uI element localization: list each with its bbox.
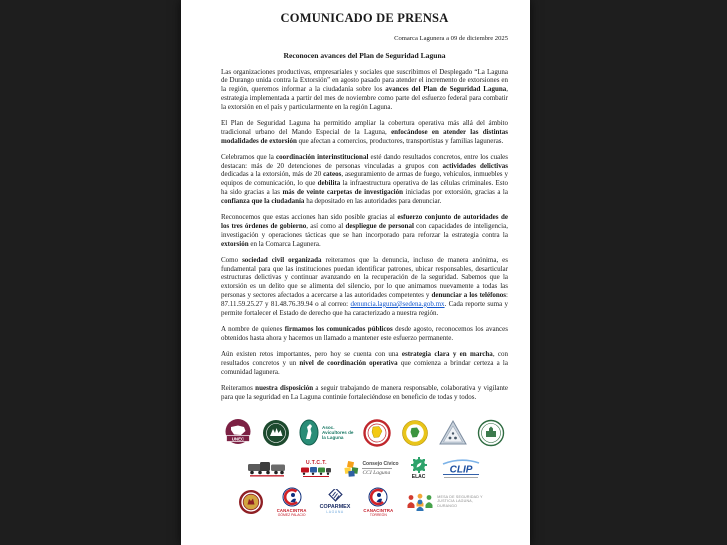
clip-tagline-bar — [444, 477, 478, 478]
logo-asoc-avicultores — [299, 419, 354, 446]
paragraph — [221, 119, 508, 145]
paragraph — [221, 350, 508, 376]
logo-canacintra-gp-city: GÓMEZ PALACIO — [277, 512, 306, 517]
bold-text: coordinación interinstitucional — [276, 152, 369, 161]
logo-camara-sello — [238, 489, 264, 515]
bold-text: sociedad civil organizada — [242, 255, 322, 264]
mountains-seal-icon — [261, 418, 291, 448]
body-text: . Cada reporte suma y permite fortalecer el Estado de derecho que ha caracterizado a nuestra región. — [221, 299, 508, 317]
bold-text: debilita — [317, 179, 341, 188]
body-text: iniciadas por extorsión, gracias a la — [403, 188, 508, 197]
body-text: , aseguramiento de armas de fuego, vehículos, inmuebles y equipos de comunicación, lo que — [221, 170, 508, 188]
logo-coparmex — [320, 489, 351, 514]
dateline: Comarca Lagunera a 09 de diciembre 2025 — [394, 35, 508, 42]
yellow-ring-map-icon — [400, 418, 430, 448]
red-gold-seal-icon — [238, 489, 264, 515]
bold-text: confianza que la ciudadanía — [221, 196, 305, 205]
body-text: A nombre de quienes — [221, 324, 285, 333]
logo-asociacion-triangulo — [438, 419, 468, 447]
bold-text: más de veinte carpetas de investigación — [282, 188, 404, 197]
cube-icon — [344, 461, 359, 477]
body-text: ha depositado en las autoridades para denunciar. — [304, 196, 442, 205]
unec-seal-icon — [223, 418, 253, 448]
email-link[interactable]: denuncia.laguna@sedena.gob.mx — [350, 299, 445, 308]
logo-canacintra-tor-label: CANACINTRA — [363, 507, 394, 513]
logo-avicultores-label: Asoc. Avicultores de la Laguna — [322, 424, 354, 441]
paragraph — [221, 256, 508, 318]
bold-text: estrategia clara y en marcha — [401, 350, 493, 359]
logo-utct — [300, 460, 332, 478]
logo-mesa-label: MESA DE SEGURIDAD Y JUSTICIA LAGUNA, DURANGO — [437, 494, 483, 508]
logo-canacintra-torreon — [363, 487, 393, 517]
bold-text: cateos — [323, 170, 342, 179]
bold-text: enfocándose en atender las distintas modalidades de extorsión — [221, 127, 508, 145]
clip-wordmark-icon — [439, 459, 483, 476]
people-group-icon — [406, 493, 434, 511]
body-text: dedicadas a la extorsión, más de 20 — [221, 170, 324, 179]
utct-trucks-icon — [300, 466, 332, 476]
logo-row-2 — [221, 455, 508, 483]
logo-consejo-civico — [344, 461, 398, 477]
logo-elac-label: ELAC — [411, 474, 426, 480]
bold-text: avances del Plan de Seguridad Laguna — [385, 85, 507, 94]
logo-unec-label: UNEC — [231, 435, 245, 441]
triangle-cattle-icon — [438, 419, 468, 447]
paragraph — [221, 213, 508, 248]
body-text: que afectan a comercios, productores, transportistas y familias laguneras. — [296, 136, 504, 145]
signatory-logos — [221, 414, 508, 518]
body-text: a seguir trabajando de manera responsable, colaborativa y vigilante para que la seguridad en La Laguna continúe fortaleciéndose en beneficio de todas y todos. — [221, 383, 509, 401]
body-text: , así como al — [306, 221, 346, 230]
body-paragraphs — [221, 68, 508, 402]
body-text: que comienza a brindar certeza a la comunidad lagunera. — [221, 358, 508, 376]
logo-canacintra-gomez-palacio — [277, 487, 307, 517]
gear-leaf-icon — [411, 457, 427, 473]
body-text: : 87.11.59.25.27 y 81.48.76.39.94 o al correo: — [221, 291, 508, 308]
logo-coparmex-city: LAGUNA — [326, 510, 344, 514]
logo-transportistas — [246, 460, 288, 478]
bold-text: esfuerzo conjunto de autoridades de los tres órdenes de gobierno — [221, 213, 508, 230]
bold-text: extorsión — [221, 239, 249, 248]
body-text: en la Comarca Lagunera. — [248, 239, 321, 248]
body-text: la infraestructura operativa de las células criminales. Esto ha sido gracias a las — [221, 179, 509, 197]
press-release-page — [181, 0, 530, 545]
paragraph — [221, 325, 508, 343]
logo-unec — [223, 418, 253, 448]
body-text: El Plan de Seguridad Laguna ha permitido ampliar la cobertura operativa más allá del ámbito tradicional urbano del Mando Especial de la Laguna, — [221, 118, 508, 136]
logo-union-ganadera-laguna — [400, 418, 430, 448]
coparmex-diamond-icon — [327, 489, 343, 503]
trucks-icon — [246, 460, 288, 478]
logo-cci-laguna-label: CCI Laguna — [362, 470, 391, 476]
utct-caption-bar — [303, 476, 329, 477]
page-title: COMUNICADO DE PRENSA — [280, 11, 449, 25]
body-text: Reiteramos — [221, 383, 256, 392]
red-ring-map-icon — [362, 418, 392, 448]
canacintra-emblem-icon — [368, 487, 388, 507]
body-text: , estrategia implementada a partir del mes de noviembre como parte del esfuerzo federal para combatir la extorsión en el país y particularmente en la región Laguna. — [221, 85, 508, 111]
logo-sello-verde — [476, 418, 506, 448]
green-seal-icon — [476, 418, 506, 448]
body-text: Aún existen retos importantes, pero hoy se cuenta con una — [221, 350, 402, 359]
body-text: esté dando resultados concretos, entre los cuales destacan: más de 20 detenciones de personas vinculadas a grupos con — [221, 152, 509, 170]
body-text: desde agosto, reconocemos los avances obtenidos hasta ahora y hacemos un llamado a mantener este esfuerzo permanente. — [221, 324, 508, 342]
bold-text: despliegue de personal — [345, 221, 414, 230]
body-text: reiteramos que la denuncia, incluso de manera anónima, es fundamental para que las instituciones puedan identificar patrones, ubicar responsables, desarticular estructuras delictivas y continuar avanzando en la recuperación de la seguridad. Sabemos que la extorsión es un delito que se alimenta del silencio, por lo que animamos nuevamente a todas las personas y sectores afectados a acercarse a las autoridades competentes y — [221, 255, 509, 300]
bold-text: firmamos los comunicados públicos — [284, 324, 393, 333]
logo-clip — [439, 459, 483, 478]
logo-union-ganadera-durango — [362, 418, 392, 448]
body-text: Celebramos que la — [221, 152, 277, 161]
logo-row-3 — [221, 486, 508, 518]
paragraph — [221, 153, 508, 206]
bold-text: nuestra disposición — [255, 383, 314, 392]
bold-text: actividades delictivas — [442, 161, 508, 170]
consejo-civico-caption-bar — [362, 468, 392, 469]
logo-coparmex-label: COPARMEX — [319, 504, 351, 510]
logo-mesa-seguridad — [406, 493, 491, 511]
canacintra-emblem-icon — [282, 487, 302, 507]
bird-oval-icon — [299, 419, 319, 446]
logo-clip-label: CLIP — [449, 464, 472, 476]
body-text: Reconocemos que estas acciones han sido posible gracias al — [221, 213, 398, 222]
logo-union-agropecuaria — [261, 418, 291, 448]
paragraph — [221, 68, 508, 112]
body-text: Las organizaciones productivas, empresariales y sociales que suscribimos el Desplegado “La Laguna de Durango unida contra la Extorsión” en agosto pasado para atender el incremento de extorsiones en la región, queremos informar a la ciudadanía sobre los — [221, 67, 508, 94]
body-text: Como — [221, 255, 243, 264]
bold-text: denunciar a los teléfonos — [431, 291, 507, 300]
logo-row-1 — [221, 414, 508, 452]
logo-utct-label: U.T.C.T. — [305, 459, 327, 466]
body-text: con capacidades de inteligencia, investigación y operaciones tácticas que se han incorporado para reforzar la estrategia contra la — [221, 221, 508, 239]
logo-canacintra-gp-label: CANACINTRA — [276, 507, 307, 513]
bold-text: nivel de coordinación operativa — [299, 358, 398, 367]
logo-elac — [411, 457, 427, 480]
logo-canacintra-tor-city: TORREÓN — [369, 512, 387, 517]
document-subtitle: Reconocen avances del Plan de Seguridad Laguna — [283, 51, 446, 60]
body-text: , con resultados concretos y un — [221, 350, 509, 367]
paragraph — [221, 384, 508, 402]
logo-consejo-civico-label: Consejo Cívico — [362, 461, 399, 467]
